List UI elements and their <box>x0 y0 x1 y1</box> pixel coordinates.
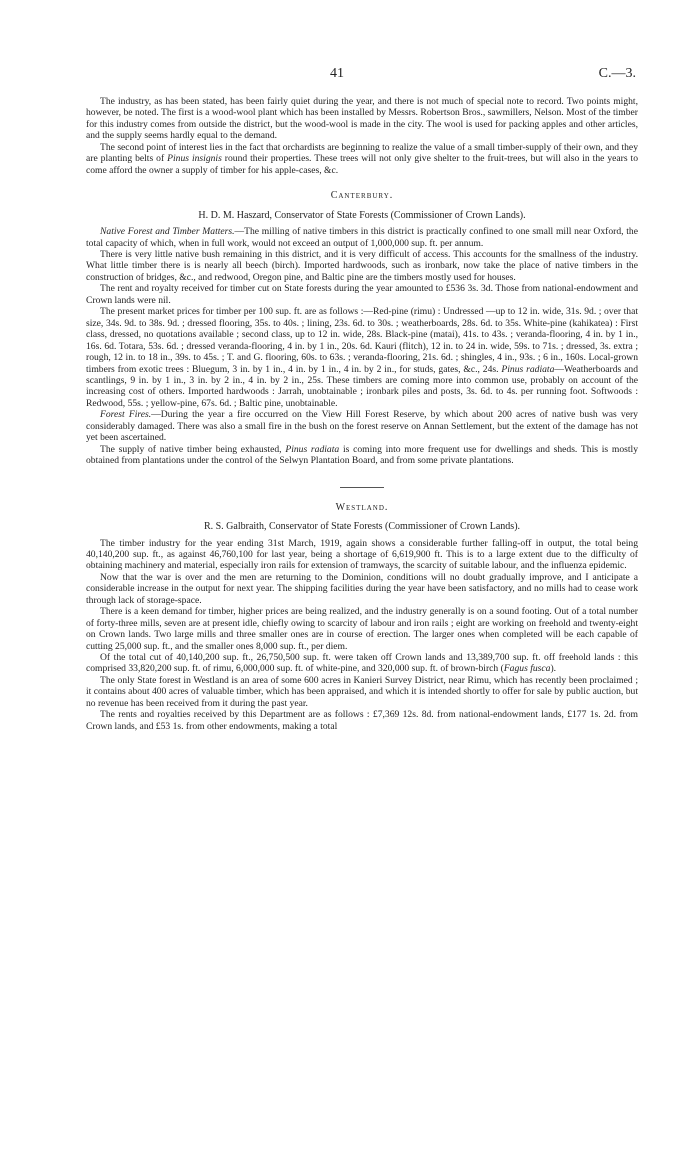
page-number: 41 <box>330 66 344 81</box>
text-span: round their properties. These trees will not only give shelter to the fruit-trees, but will also in the years to come afford the owner a supply of timber for his apple-cases, &c. <box>86 153 639 176</box>
text-span: The supply of native timber being exhausted, <box>100 443 286 455</box>
text-span: The present market prices for timber per 100 sup. ft. are as follows :—Red-pine (rimu) : Undressed —up to 12 in. wide, 31s. 9d. ; over that size, 34s. 9d. to 38s. 9d. ; dressed flooring, 35s. to 40s. ; lining, 23s. 6d. to 30s. ; weatherboards, 28s. 6d. to 35s. White-pine (kahikatea) : First class, dressed, no quotations available ; second class, up to 12 in. wide, 28s. Black-pine (matai), 41s. to 43s. ; veranda-flooring, 4 in. by 1 in., 16s. 6d. Totara, 53s. 6d. ; dressed veranda-flooring, 4 in. by 1 in., 20s. 6d. Kauri (flitch), 12 in. to 24 in. wide, 59s. to 71s. ; dressed, 3s. extra ; rough, 12 in. to 18 in., 39s. to 45s. ; T. and G. flooring, 60s. to 63s. ; veranda-flooring, 21s. 6d. ; shingles, 4 in., 93s. ; 6 in., 160s. Local-grown timbers from exotic trees : Bluegum, 3 in. by 1 in., 4 in. by 1 in., 4 in. by 2 in., for studs, gates, &c., 24s. <box>86 306 638 375</box>
text-span: —The milling of native timbers in this district is practically confined to one small mill near Oxford, the total capacity of which, when in full work, would not exceed an output of 1,000,000 sup. ft. per annum. <box>86 226 638 249</box>
document-reference: C.—3. <box>598 66 636 81</box>
canterbury-paragraph-2: There is very little native bush remaining in this district, and it is very difficult of access. This accounts for the smallness of the industry. What little timber there is is nearly all beech (birch). Imported hardwoods, such as ironbark, now take the place of native timbers in the construction of bridges, &c., and redwood, Oregon pine, and Baltic pine are the timbers mostly used for houses. <box>86 248 638 283</box>
canterbury-paragraph-1 <box>86 226 638 249</box>
canterbury-paragraph-4 <box>86 306 638 409</box>
canterbury-paragraph-3: The rent and royalty received for timber cut on State forests during the year amounted to £536 3s. 3d. Those from national-endowment and Crown lands were nil. <box>86 283 638 306</box>
text-span: ). <box>550 663 557 675</box>
italic-span: Pinus insignis <box>167 153 222 165</box>
section-heading-westland: Westland. <box>335 501 389 513</box>
page-body <box>86 96 638 732</box>
text-span: is coming into more frequent use for dwellings and sheds. This is mostly obtained from plantations under the control of the Selwyn Plantation Board, and from some private plantations. <box>86 443 638 467</box>
text-span: —Weatherboards and scantlings, 9 in. by 1 in., 3 in. by 2 in., 4 in. by 2 in., 25s. These timbers are coming more into common use, probably on account of the increasing cost of others. Imported hardwoods : Jarrah, unobtainable ; ironbark piles and posts, 3s. 6d. to 4s. per running foot. Softwoods : Redwood, 55s. ; yellow-pine, 67s. 6d. ; Baltic pine, unobtainable. <box>86 363 639 409</box>
westland-paragraph-6: The rents and royalties received by this Department are as follows : £7,369 12s. 8d. from national-endowment lands, £177 1s. 2d. from Crown lands, and £53 1s. from other endowments, making a total <box>86 709 638 732</box>
westland-paragraph-3: There is a keen demand for timber, higher prices are being realized, and the industry generally is on a sound footing. Out of a total number of forty-three mills, seven are at present idle, chiefly owing to scarcity of labour and iron rails ; eight are working on freehold and twenty-eight on Crown lands. Two large mills and three smaller ones are in course of erection. The larger ones when completed will be each capable of cutting 25,000 sup. ft., and the smaller ones 8,000 sup. ft., per diem. <box>86 606 638 652</box>
canterbury-paragraph-5 <box>86 409 638 443</box>
intro-paragraph-1: The industry, as has been stated, has been fairly quiet during the year, and there is not much of special note to record. Two points might, however, be noted. The first is a wood-wool plant which has been installed by Messrs. Robertson Bros., sawmillers, Nelson. Most of the timber for this industry comes from outside the district, but the wood-wool is made in the city. The wool is used for packing apples and other articles, and the supply seems hardly equal to the demand. <box>86 96 638 142</box>
italic-span: Pinus radiata <box>285 443 340 455</box>
section-heading-canterbury: Canterbury. <box>330 190 394 202</box>
text-span: The second point of interest lies in the fact that orchardists are beginning to realize the value of a small timber-supply of their own, and they are planting belts of <box>86 141 638 165</box>
text-span: —During the year a fire occurred on the View Hill Forest Reserve, by which about 200 acres of native bush was very considerably damaged. There was also a small fire in the bush on the forest reserve on Annan Settlement, but the extent of the damage has not yet been ascertained. <box>86 409 638 444</box>
westland-paragraph-1: The timber industry for the year ending 31st March, 1919, again shows a considerable further falling-off in output, the total being 40,140,200 sup. ft., as against 46,760,100 for last year, being a shortage of 6,619,900 ft. This is to a large extent due to the difficulty of obtaining machinery and material, especially iron rails for extension of tramways, the scarcity of suitable labour, and the influenza epidemic. <box>86 537 638 572</box>
italic-span: Native Forest and Timber Matters. <box>100 226 235 238</box>
westland-paragraph-4 <box>86 652 638 675</box>
page-header <box>0 66 700 84</box>
text-span: Of the total cut of 40,140,200 sup. ft., 26,750,500 sup. ft. were taken off Crown lands and 13,389,700 sup. ft. off freehold lands : this comprised 33,820,200 sup. ft. of rimu, 6,000,000 sup. ft. of white-pine, and 320,000 sup. ft. of brown-birch ( <box>86 652 638 675</box>
section-divider <box>340 487 384 488</box>
canterbury-paragraph-6 <box>86 444 638 467</box>
westland-paragraph-5: The only State forest in Westland is an area of some 600 acres in Kanieri Survey District, near Rimu, which has recently been proclaimed ; it contains about 400 acres of valuable timber, which has been appraised, and which it is intended shortly to offer for sale by public auction, but no revenue has been received from it during the past year. <box>86 674 638 709</box>
intro-paragraph-2 <box>86 142 638 176</box>
italic-span: Pinus radiata <box>501 363 555 375</box>
westland-paragraph-2: Now that the war is over and the men are returning to the Dominion, conditions will no doubt gradually improve, and I anticipate a considerable increase in the output for next year. The shipping facilities during the year have been satisfactory, and no mills had to cease work through lack of storage-space. <box>86 571 638 606</box>
italic-span: Forest Fires. <box>100 409 152 421</box>
section-author-westland: R. S. Galbraith, Conservator of State Forests (Commissioner of Crown Lands). <box>203 521 521 533</box>
section-author-canterbury: H. D. M. Haszard, Conservator of State Forests (Commissioner of Crown Lands). <box>198 209 526 221</box>
italic-span: Fagus fusca <box>503 663 551 675</box>
